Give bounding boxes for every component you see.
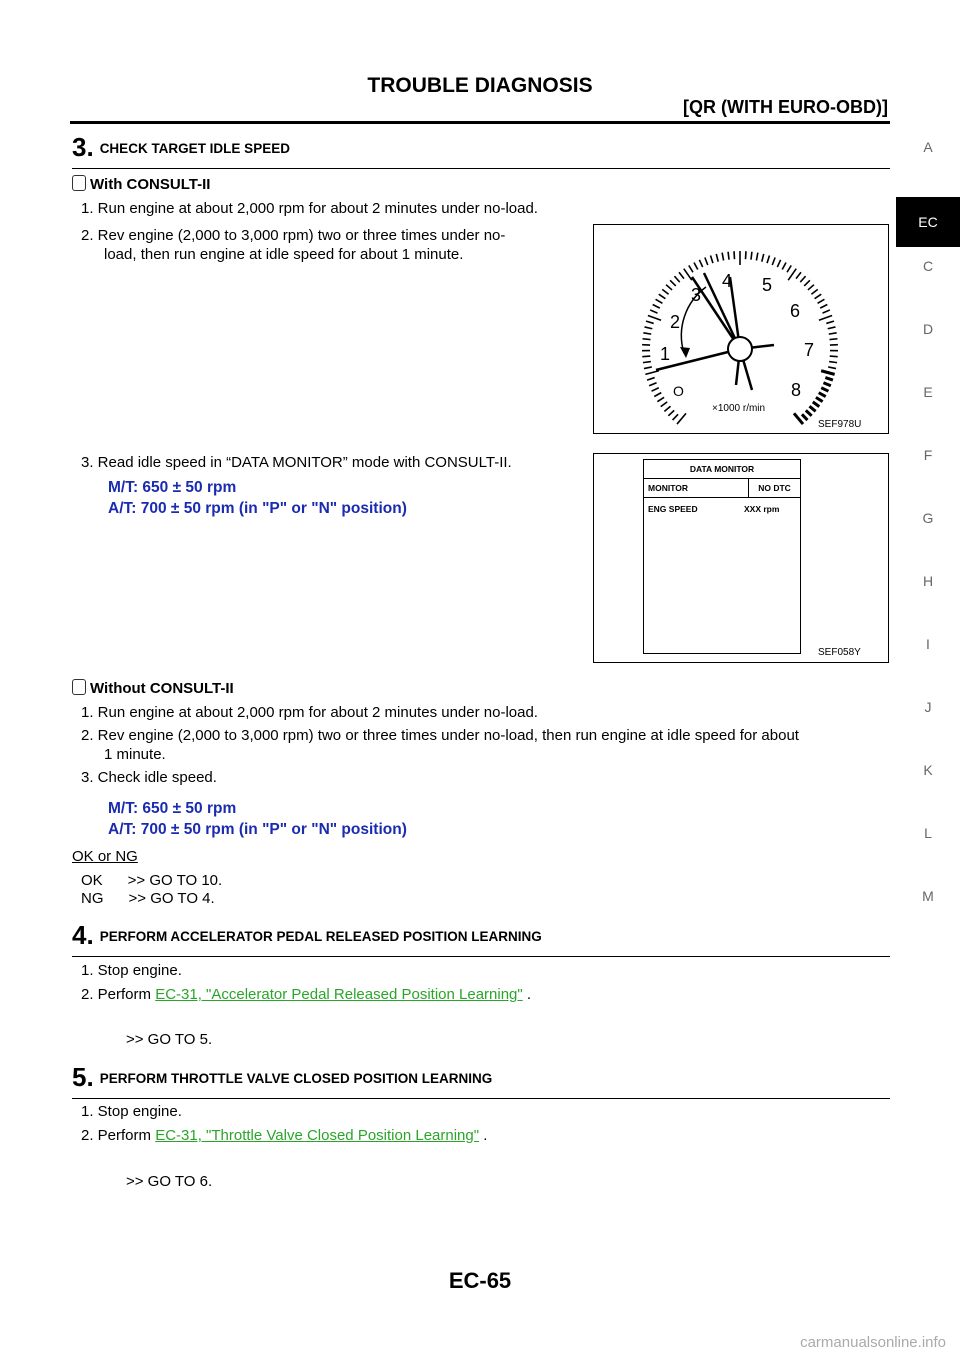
watermark: carmanualsonline.info (800, 1334, 946, 1351)
tach-tick (819, 393, 826, 397)
dial-number-2: 2 (670, 312, 681, 332)
step5-link[interactable]: EC-31, "Throttle Valve Closed Position Learning" (155, 1127, 480, 1144)
tach-tick (804, 280, 810, 286)
consult-icon (72, 175, 86, 191)
tach-tick (659, 294, 666, 298)
tab-a[interactable]: A (923, 139, 933, 155)
monitor-col2: NO DTC (758, 483, 791, 493)
tab-k[interactable]: K (923, 762, 933, 778)
tach-tick (808, 285, 814, 290)
tach-tick (649, 383, 656, 386)
with-item-2-cont: load, then run engine at idle speed for about 1 minute. (104, 246, 464, 263)
monitor-row-label: ENG SPEED (648, 504, 698, 514)
tab-h[interactable]: H (922, 573, 934, 589)
with-consult-label: With CONSULT-II (72, 175, 210, 194)
tach-tick (823, 310, 830, 313)
dial-number-3: 3 (691, 285, 702, 305)
page-subtitle: [QR (WITH EURO-OBD)] (683, 97, 888, 117)
data-monitor-figure (593, 453, 889, 663)
step4-number: 4. (72, 920, 94, 950)
tach-tick (711, 256, 713, 264)
ok-or-ng-label: OK or NG (72, 848, 138, 865)
tach-tick (653, 305, 660, 309)
tach-tick (643, 333, 651, 334)
tach-tick (645, 371, 659, 375)
tab-j[interactable]: J (924, 699, 932, 715)
tach-tick (830, 339, 838, 340)
spec-mt-1: M/T: 650 ± 50 rpm (108, 479, 237, 496)
monitor-screen (643, 459, 801, 654)
tach-tick (828, 327, 836, 329)
tachometer-illustration (594, 225, 888, 433)
tach-tick (809, 406, 815, 411)
step5-title: PERFORM THROTTLE VALVE CLOSED POSITION LEARNING (99, 1071, 493, 1086)
tach-tick (646, 321, 654, 323)
tach-tick (762, 254, 764, 262)
tach-tick (820, 305, 827, 309)
tab-f[interactable]: F (923, 447, 933, 463)
ng-result: NG >> GO TO 4. (81, 890, 215, 907)
with-item-2: 2. Rev engine (2,000 to 3,000 rpm) two or three times under no- (81, 227, 506, 244)
without-consult-label: Without CONSULT-II (72, 679, 234, 698)
tach-tick (652, 388, 659, 391)
without-item-3: 3. Check idle speed. (81, 769, 217, 786)
spec-at-1: A/T: 700 ± 50 rpm (in "P" or "N" position) (108, 500, 407, 517)
spec-mt-2: M/T: 650 ± 50 rpm (108, 800, 237, 817)
section-tabs (896, 137, 960, 949)
tach-tick (787, 265, 791, 272)
tab-e[interactable]: E (923, 384, 933, 400)
tab-c[interactable]: C (922, 258, 934, 274)
figure-code-tach: SEF978U (818, 419, 862, 430)
tach-tick (777, 260, 780, 267)
tach-tick (656, 299, 663, 303)
tach-tick (796, 272, 801, 278)
step3-title: CHECK TARGET IDLE SPEED (99, 141, 290, 156)
step5-item-1: 1. Stop engine. (81, 1103, 182, 1120)
dial-number-7: 7 (804, 340, 815, 360)
tach-tick (829, 362, 837, 363)
tach-tick (821, 371, 835, 375)
figure-code-monitor: SEF058Y (818, 647, 861, 658)
monitor-title: DATA MONITOR (644, 460, 800, 479)
tach-tick (818, 299, 825, 303)
step4-item-2: 2. Perform EC-31, "Accelerator Pedal Released Position Learning" . (81, 986, 532, 1003)
tach-tick (643, 339, 651, 340)
page-number: EC-65 (448, 1268, 512, 1293)
tach-tick (782, 262, 786, 269)
dial-number-4: 4 (722, 271, 733, 291)
tach-tick (826, 321, 834, 323)
tach-tick (654, 393, 661, 397)
tach-tick (684, 269, 692, 280)
tab-ec[interactable]: EC (896, 197, 960, 247)
tach-tick (815, 294, 822, 298)
tach-tick (800, 276, 805, 282)
tach-tick (722, 253, 723, 261)
tab-i[interactable]: I (926, 636, 930, 652)
tach-tick (802, 414, 808, 420)
spec-at-2: A/T: 700 ± 50 rpm (in "P" or "N" position) (108, 821, 407, 838)
monitor-row-value: XXX rpm (744, 504, 780, 514)
tach-tick (816, 397, 823, 401)
tach-tick (811, 289, 817, 294)
tach-tick (670, 280, 676, 286)
without-item-2-cont: 1 minute. (104, 746, 166, 763)
tach-tick (705, 258, 708, 265)
tach-tick (666, 285, 672, 290)
page-title: TROUBLE DIAGNOSIS (367, 74, 593, 97)
monitor-col1: MONITOR (644, 479, 749, 497)
tach-tick (821, 388, 828, 391)
tach-tick (644, 367, 652, 369)
without-item-2: 2. Rev engine (2,000 to 3,000 rpm) two or three times under no-load, then run engine at idle speed for about (81, 727, 799, 744)
tach-tick (823, 383, 830, 386)
tach-tick (830, 356, 838, 357)
dial-number-6: 6 (790, 301, 801, 321)
tach-tick (716, 254, 718, 262)
tach-tick (767, 256, 769, 264)
tach-tick (657, 397, 664, 401)
tach-tick (699, 260, 702, 267)
step4-link[interactable]: EC-31, "Accelerator Pedal Released Position Learning" (155, 986, 523, 1003)
tach-tick (650, 310, 657, 313)
with-item-3: 3. Read idle speed in “DATA MONITOR” mode with CONSULT-II. (81, 454, 512, 471)
tach-tick (772, 258, 775, 265)
step5-number: 5. (72, 1062, 94, 1092)
tach-tick (647, 378, 655, 381)
ok-result: OK >> GO TO 10. (81, 872, 223, 889)
tach-tick (643, 362, 651, 363)
with-item-1: 1. Run engine at about 2,000 rpm for about 2 minutes under no-load. (81, 200, 538, 217)
dial-number-0: O (673, 383, 684, 399)
no-consult-icon (72, 679, 86, 695)
tach-tick (694, 262, 698, 269)
tab-g[interactable]: G (922, 510, 934, 526)
without-item-1: 1. Run engine at about 2,000 rpm for about 2 minutes under no-load. (81, 704, 538, 721)
tach-tick (689, 265, 693, 272)
tach-tick (829, 333, 837, 334)
tach-tick (679, 272, 684, 278)
step3-number: 3. (72, 132, 94, 162)
step4-heading (72, 920, 890, 957)
tach-tick (674, 276, 679, 282)
tach-tick (668, 410, 674, 415)
tach-tick (662, 289, 668, 294)
tach-tick (728, 252, 729, 260)
tachometer-figure (593, 224, 889, 434)
tach-tick (661, 402, 667, 407)
step5-heading (72, 1062, 890, 1099)
step4-item-1: 1. Stop engine. (81, 962, 182, 979)
tach-tick (756, 253, 757, 261)
tach-tick (673, 414, 679, 420)
tab-l[interactable]: L (924, 825, 932, 841)
tach-unit: ×1000 r/min (712, 403, 766, 414)
tach-tick (648, 315, 661, 320)
tach-tick (813, 402, 819, 407)
tach-tick (828, 367, 836, 369)
tab-m[interactable]: M (922, 888, 934, 904)
tach-tick (642, 356, 650, 357)
tach-tick (825, 378, 833, 381)
dial-number-8: 8 (791, 380, 802, 400)
tach-tick (788, 269, 796, 280)
tach-tick (751, 252, 752, 260)
dial-number-1: 1 (660, 344, 671, 364)
header-rule (70, 121, 890, 124)
step5-item-2: 2. Perform EC-31, "Throttle Valve Closed Position Learning" . (81, 1127, 488, 1144)
step4-goto: >> GO TO 5. (126, 1031, 213, 1048)
tach-tick (645, 327, 653, 329)
step3-heading (72, 132, 890, 169)
tach-tick (819, 315, 832, 320)
dial-number-5: 5 (762, 275, 773, 295)
tach-tick (806, 410, 812, 415)
step4-title: PERFORM ACCELERATOR PEDAL RELEASED POSITION LEARNING (99, 929, 542, 944)
tach-tick (664, 406, 670, 411)
tab-d[interactable]: D (922, 321, 934, 337)
step5-goto: >> GO TO 6. (126, 1173, 213, 1190)
